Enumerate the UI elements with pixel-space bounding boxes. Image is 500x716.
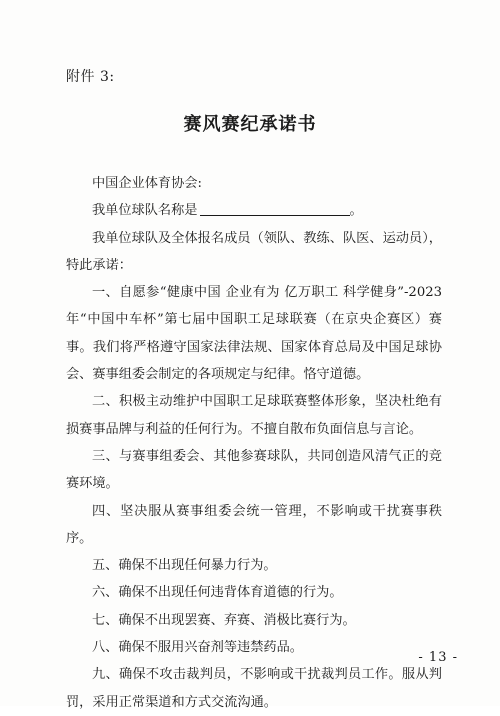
commitment-item-7: 七、确保不出现罢赛、弃赛、消极比赛行为。	[92, 612, 356, 628]
salutation: 中国企业体育协会:	[92, 176, 202, 191]
page-number: - 13 -	[418, 650, 458, 665]
commitment-item-5: 五、确保不出现任何暴力行为。	[92, 558, 277, 574]
document-body	[66, 170, 442, 716]
team-name-blank[interactable]	[200, 201, 350, 216]
team-name-end: 。	[349, 203, 363, 219]
commitment-item-6: 六、确保不出现任何违背体育道德的行为。	[92, 585, 343, 601]
team-name-label: 我单位球队名称是	[92, 203, 198, 219]
commitment-item-1: 一、自愿参“健康中国 企业有为 亿万职工 科学健身”-2023年“中国中车杯”第七届中国职工足球联赛（在京央企赛区）赛事。我们将严格遵守国家法律法规、国家体育总局及中国足球协会、赛事组委会制定的各项规定与纪律。恪守道德。	[66, 285, 442, 383]
team-name-line	[66, 197, 442, 224]
intro-paragraph: 我单位球队及全体报名成员（领队、教练、队医、运动员），特此承诺：	[66, 230, 442, 273]
commitment-item-9: 九、确保不攻击裁判员，不影响或干扰裁判员工作。服从判罚，采用正常渠道和方式交流沟通。	[66, 667, 442, 710]
commitment-item-4: 四、坚决服从赛事组委会统一管理，不影响或干扰赛事秩序。	[66, 503, 442, 546]
commitment-item-2: 二、积极主动维护中国职工足球联赛整体形象，坚决杜绝有损赛事品牌与利益的任何行为。不擅自散布负面信息与言论。	[66, 394, 442, 437]
commitment-item-8: 八、确保不服用兴奋剂等违禁药品。	[92, 640, 303, 656]
document-title: 赛风赛纪承诺书	[183, 114, 317, 135]
commitment-item-3: 三、与赛事组委会、其他参赛球队，共同创造风清气正的竞赛环境。	[66, 448, 442, 492]
attachment-label: 附件 3:	[66, 69, 115, 85]
